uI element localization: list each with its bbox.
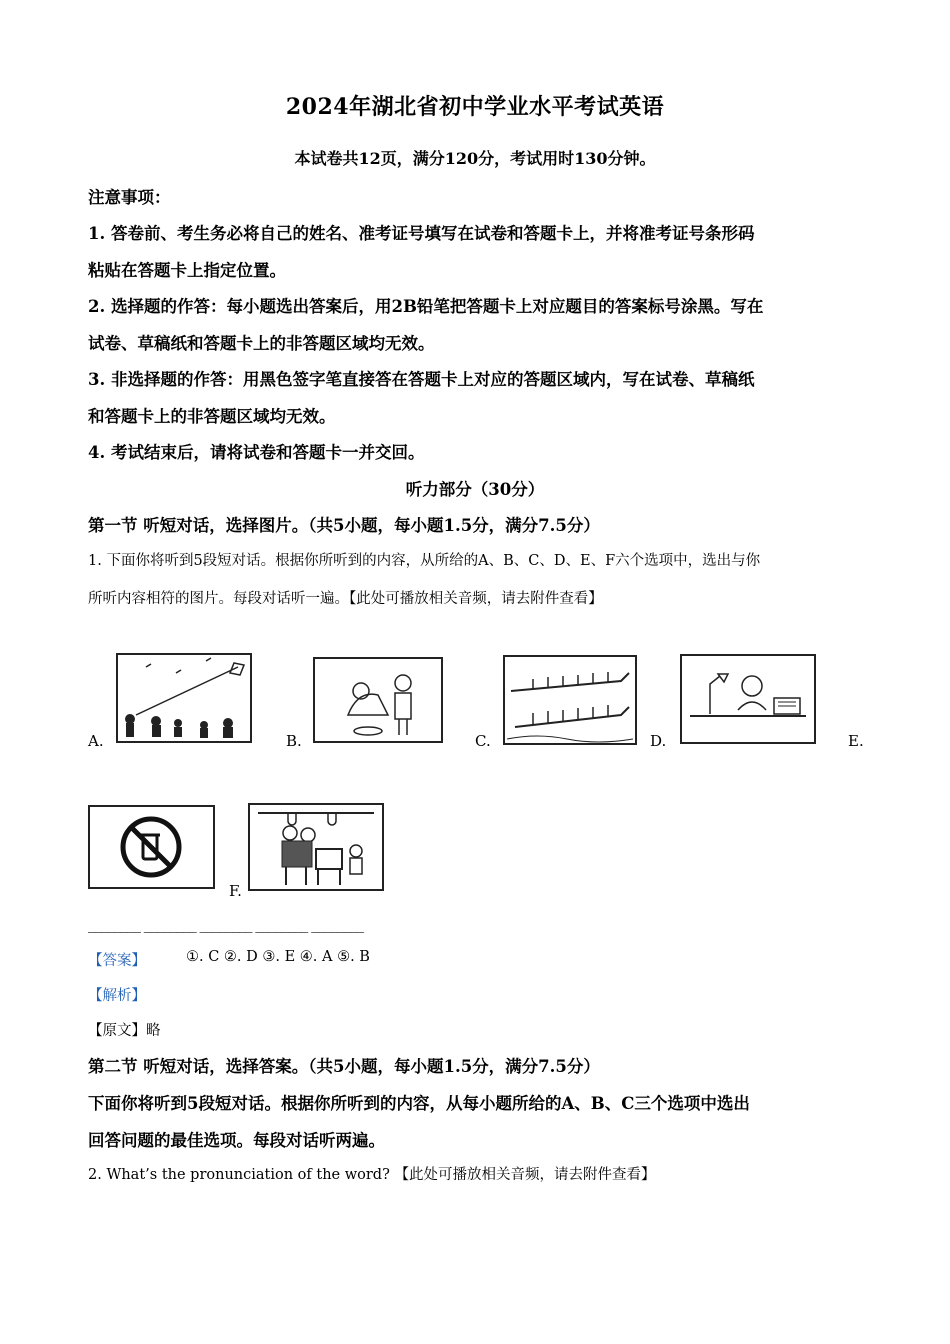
exam-title: 2024年湖北省初中学业水平考试英语 <box>285 94 665 120</box>
option-a-label: A. <box>88 732 104 750</box>
option-d-studying-picture <box>680 654 816 744</box>
section1-heading: 第一节 听短对话，选择图片。（共5小题，每小题1.5分，满分7.5分） <box>88 516 600 535</box>
answer-blanks: ________ ________ ________ ________ ________ <box>88 915 364 933</box>
q1-line-1: 1. 下面你将听到5段短对话。根据你所听到的内容，从所给的A、B、C、D、E、F六个选项中，选出与你 <box>88 553 761 569</box>
option-f-label: F. <box>229 882 242 900</box>
section2-intro-line-1: 下面你将听到5段短对话。根据你所听到的内容，从每小题所给的A、B、C三个选项中选出 <box>88 1094 750 1113</box>
option-c-label: C. <box>475 732 491 750</box>
notice-item-4: 4. 考试结束后，请将试卷和答题卡一并交回。 <box>88 443 425 462</box>
option-no-phone-sign-picture <box>88 805 215 889</box>
option-d-label: D. <box>650 732 667 750</box>
option-f-seat-picture <box>248 803 384 891</box>
original-text: 【原文】略 <box>88 1023 161 1039</box>
notice-item-2-line-2: 试卷、草稿纸和答题卡上的非答题区域均无效。 <box>88 334 435 353</box>
q2-text: 2. What’s the pronunciation of the word? 【此处可播放相关音频，请去附件查看】 <box>88 1167 656 1183</box>
section2-heading: 第二节 听短对话，选择答案。（共5小题，每小题1.5分，满分7.5分） <box>88 1057 600 1076</box>
exam-subtitle: 本试卷共12页，满分120分，考试用时130分钟。 <box>294 149 656 168</box>
notice-heading: 注意事项： <box>88 188 171 207</box>
q1-line-2: 所听内容相符的图片。每段对话听一遍。【此处可播放相关音频，请去附件查看】 <box>88 591 603 607</box>
notice-item-1-line-2: 粘贴在答题卡上指定位置。 <box>88 261 286 280</box>
analysis-label: 【解析】 <box>88 988 146 1004</box>
listening-heading: 听力部分（30分） <box>405 480 545 499</box>
notice-item-3-line-2: 和答题卡上的非答题区域均无效。 <box>88 407 336 426</box>
answer-values: ①. C ②. D ③. E ④. A ⑤. B <box>186 949 370 965</box>
option-b-dentist-picture <box>313 657 443 743</box>
notice-item-3-line-1: 3. 非选择题的作答：用黑色签字笔直接答在答题卡上对应的答题区域内，写在试卷、草稿纸 <box>88 370 755 389</box>
option-c-dragon-boat-picture <box>503 655 637 745</box>
option-a-kite-picture <box>116 653 252 743</box>
notice-item-1-line-1: 1. 答卷前、考生务必将自己的姓名、准考证号填写在试卷和答题卡上，并将准考证号条形码 <box>88 224 755 243</box>
option-e-label: E. <box>848 732 864 750</box>
section2-intro-line-2: 回答问题的最佳选项。每段对话听两遍。 <box>88 1131 385 1150</box>
option-b-label: B. <box>286 732 302 750</box>
answer-label: 【答案】 <box>88 953 146 969</box>
notice-item-2-line-1: 2. 选择题的作答：每小题选出答案后，用2B铅笔把答题卡上对应题目的答案标号涂黑。写在 <box>88 297 764 316</box>
